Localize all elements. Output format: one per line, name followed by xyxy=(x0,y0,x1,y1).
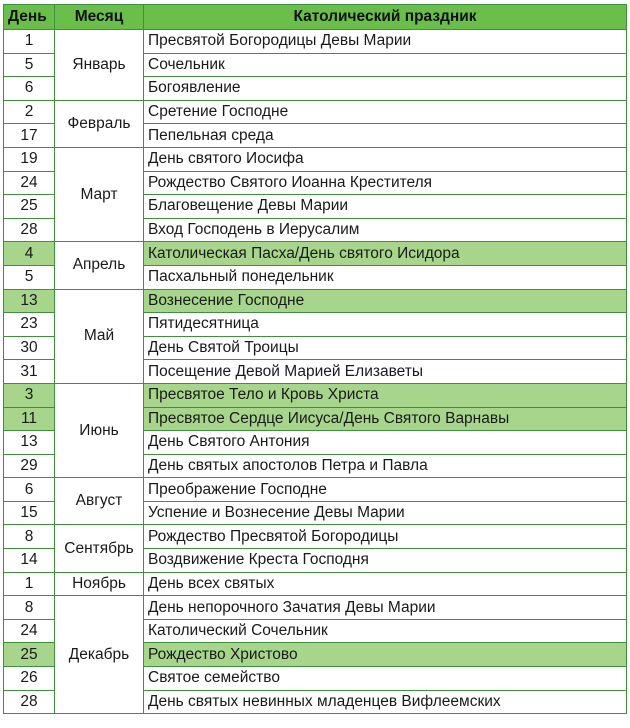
header-month: Месяц xyxy=(55,5,144,30)
month-cell: Май xyxy=(55,289,144,383)
table-row xyxy=(4,478,627,502)
day-cell: 5 xyxy=(4,53,55,77)
day-cell: 28 xyxy=(4,690,55,714)
day-cell: 15 xyxy=(4,501,55,525)
holiday-cell: Пятидесятница xyxy=(144,313,627,337)
holiday-cell: Пепельная среда xyxy=(144,124,627,148)
month-cell: Февраль xyxy=(55,100,144,147)
holiday-cell: Рождество Христово xyxy=(144,643,627,667)
holiday-cell: Преображение Господне xyxy=(144,478,627,502)
holiday-cell: Благовещение Девы Марии xyxy=(144,195,627,219)
day-cell: 11 xyxy=(4,407,55,431)
holiday-cell: День Святого Антония xyxy=(144,431,627,455)
day-cell: 6 xyxy=(4,77,55,101)
table-row xyxy=(4,525,627,549)
month-cell: Август xyxy=(55,478,144,525)
day-cell: 1 xyxy=(4,572,55,596)
header-day: День xyxy=(4,5,55,30)
day-cell: 28 xyxy=(4,218,55,242)
day-cell: 19 xyxy=(4,147,55,171)
table-row xyxy=(4,147,627,171)
month-cell: Июнь xyxy=(55,383,144,477)
table-row xyxy=(4,30,627,54)
table-row xyxy=(4,596,627,620)
day-cell: 2 xyxy=(4,100,55,124)
month-cell: Декабрь xyxy=(55,596,144,714)
month-cell: Январь xyxy=(55,30,144,101)
table-row xyxy=(4,100,627,124)
day-cell: 31 xyxy=(4,360,55,384)
month-cell: Сентябрь xyxy=(55,525,144,572)
holiday-cell: Рождество Пресвятой Богородицы xyxy=(144,525,627,549)
holiday-cell: Пресвятое Сердце Иисуса/День Святого Варнавы xyxy=(144,407,627,431)
day-cell: 3 xyxy=(4,383,55,407)
table-row xyxy=(4,289,627,313)
day-cell: 13 xyxy=(4,289,55,313)
month-cell: Март xyxy=(55,147,144,241)
holiday-cell: Сочельник xyxy=(144,53,627,77)
day-cell: 8 xyxy=(4,596,55,620)
day-cell: 26 xyxy=(4,667,55,691)
day-cell: 29 xyxy=(4,454,55,478)
day-cell: 25 xyxy=(4,195,55,219)
holiday-cell: Посещение Девой Марией Елизаветы xyxy=(144,360,627,384)
month-cell: Ноябрь xyxy=(55,572,144,596)
holiday-cell: Рождество Святого Иоанна Крестителя xyxy=(144,171,627,195)
holiday-cell: Католический Сочельник xyxy=(144,619,627,643)
holidays-table xyxy=(3,4,627,714)
day-cell: 6 xyxy=(4,478,55,502)
day-cell: 8 xyxy=(4,525,55,549)
header-holiday: Католический праздник xyxy=(144,5,627,30)
day-cell: 23 xyxy=(4,313,55,337)
holiday-cell: Святое семейство xyxy=(144,667,627,691)
day-cell: 4 xyxy=(4,242,55,266)
day-cell: 24 xyxy=(4,619,55,643)
day-cell: 13 xyxy=(4,431,55,455)
holiday-cell: Пресвятой Богородицы Девы Марии xyxy=(144,30,627,54)
holiday-cell: Пресвятое Тело и Кровь Христа xyxy=(144,383,627,407)
day-cell: 1 xyxy=(4,30,55,54)
header-row xyxy=(4,5,627,30)
holiday-cell: Пасхальный понедельник xyxy=(144,265,627,289)
day-cell: 5 xyxy=(4,265,55,289)
holiday-cell: Вознесение Господне xyxy=(144,289,627,313)
day-cell: 14 xyxy=(4,549,55,573)
holiday-cell: Воздвижение Креста Господня xyxy=(144,549,627,573)
table-row xyxy=(4,242,627,266)
holiday-cell: День непорочного Зачатия Девы Марии xyxy=(144,596,627,620)
holiday-cell: День святых апостолов Петра и Павла xyxy=(144,454,627,478)
table-body xyxy=(4,30,627,714)
day-cell: 30 xyxy=(4,336,55,360)
day-cell: 24 xyxy=(4,171,55,195)
holiday-cell: День Святой Троицы xyxy=(144,336,627,360)
holiday-cell: День всех святых xyxy=(144,572,627,596)
holiday-cell: Сретение Господне xyxy=(144,100,627,124)
day-cell: 25 xyxy=(4,643,55,667)
day-cell: 17 xyxy=(4,124,55,148)
holiday-cell: Богоявление xyxy=(144,77,627,101)
table-row xyxy=(4,383,627,407)
holiday-cell: День святых невинных младенцев Вифлеемских xyxy=(144,690,627,714)
table-row xyxy=(4,572,627,596)
month-cell: Апрель xyxy=(55,242,144,289)
holiday-cell: Успение и Вознесение Девы Марии xyxy=(144,501,627,525)
holiday-cell: День святого Иосифа xyxy=(144,147,627,171)
holiday-cell: Вход Господень в Иерусалим xyxy=(144,218,627,242)
holiday-cell: Католическая Пасха/День святого Исидора xyxy=(144,242,627,266)
